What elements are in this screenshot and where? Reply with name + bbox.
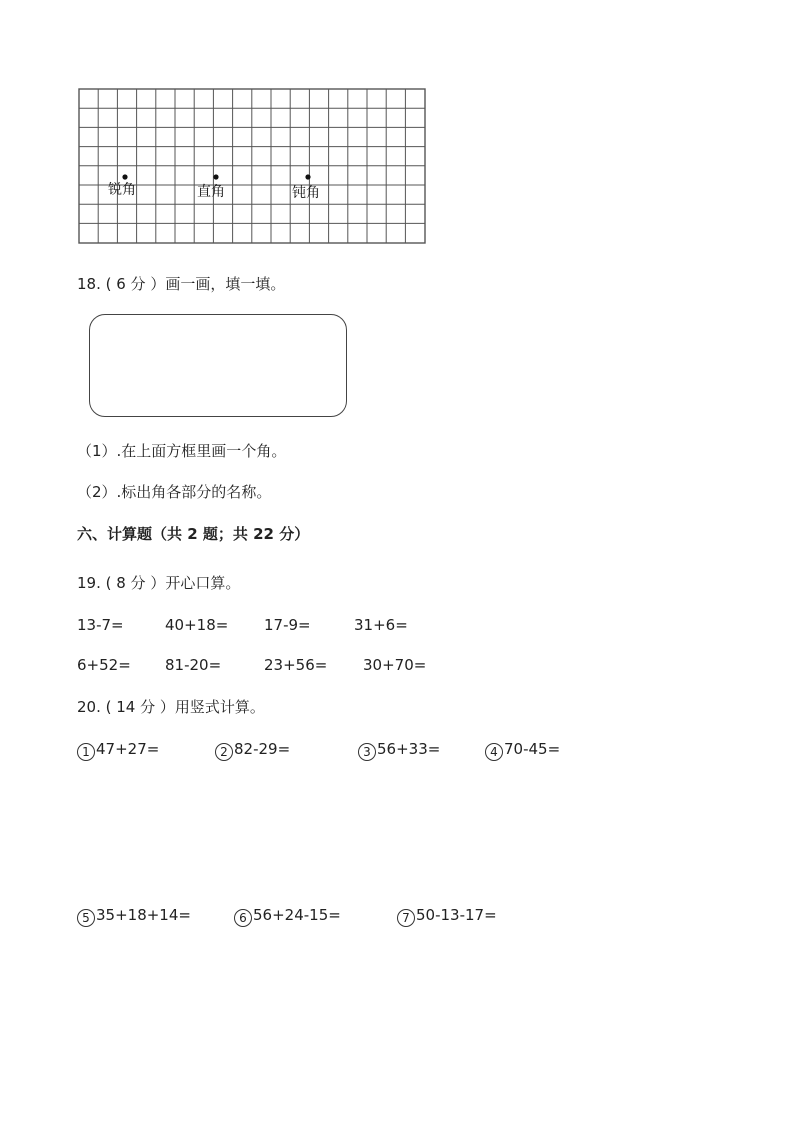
obtuse-angle-label: 钝角 [292, 185, 320, 201]
q19-r2-c1: 6+52= [77, 656, 131, 674]
q20-item-1 [77, 739, 159, 761]
expression: 35+18+14= [96, 906, 191, 924]
expression: 70-45= [504, 740, 561, 758]
q19-r1-c4: 31+6= [354, 616, 408, 634]
section-6-title: 六、计算题（共 2 题；共 22 分） [77, 525, 310, 543]
q18-title: 18. ( 6 分 ）画一画，填一填。 [77, 275, 286, 293]
q18-sub1: （1）.在上面方框里画一个角。 [77, 442, 287, 460]
right-angle-label: 直角 [197, 184, 225, 200]
q19-title: 19. ( 8 分 ）开心口算。 [77, 574, 241, 592]
acute-angle-label: 锐角 [108, 182, 136, 198]
q20-item-3 [358, 739, 440, 761]
q20-item-6 [234, 905, 341, 927]
acute-angle-vertex [122, 174, 127, 179]
circled-number: 4 [485, 743, 503, 761]
obtuse-angle-vertex [305, 174, 310, 179]
q20-title: 20. ( 14 分 ）用竖式计算。 [77, 698, 265, 716]
q19-r1-c2: 40+18= [165, 616, 229, 634]
q19-r1-c3: 17-9= [264, 616, 311, 634]
q19-r2-c3: 23+56= [264, 656, 328, 674]
circled-number: 5 [77, 909, 95, 927]
circled-number: 2 [215, 743, 233, 761]
angle-grid [78, 88, 426, 244]
expression: 56+24-15= [253, 906, 341, 924]
drawing-box[interactable] [89, 314, 347, 417]
circled-number: 3 [358, 743, 376, 761]
expression: 56+33= [377, 740, 441, 758]
expression: 82-29= [234, 740, 291, 758]
circled-number: 6 [234, 909, 252, 927]
q20-item-4 [485, 739, 560, 761]
q18-sub2: （2）.标出角各部分的名称。 [77, 483, 272, 501]
q19-r2-c4: 30+70= [363, 656, 427, 674]
q20-item-2 [215, 739, 290, 761]
q20-item-7 [397, 905, 497, 927]
q20-item-5 [77, 905, 191, 927]
circled-number: 7 [397, 909, 415, 927]
expression: 47+27= [96, 740, 160, 758]
q19-r2-c2: 81-20= [165, 656, 222, 674]
q19-r1-c1: 13-7= [77, 616, 124, 634]
right-angle-vertex [213, 174, 218, 179]
expression: 50-13-17= [416, 906, 497, 924]
circled-number: 1 [77, 743, 95, 761]
